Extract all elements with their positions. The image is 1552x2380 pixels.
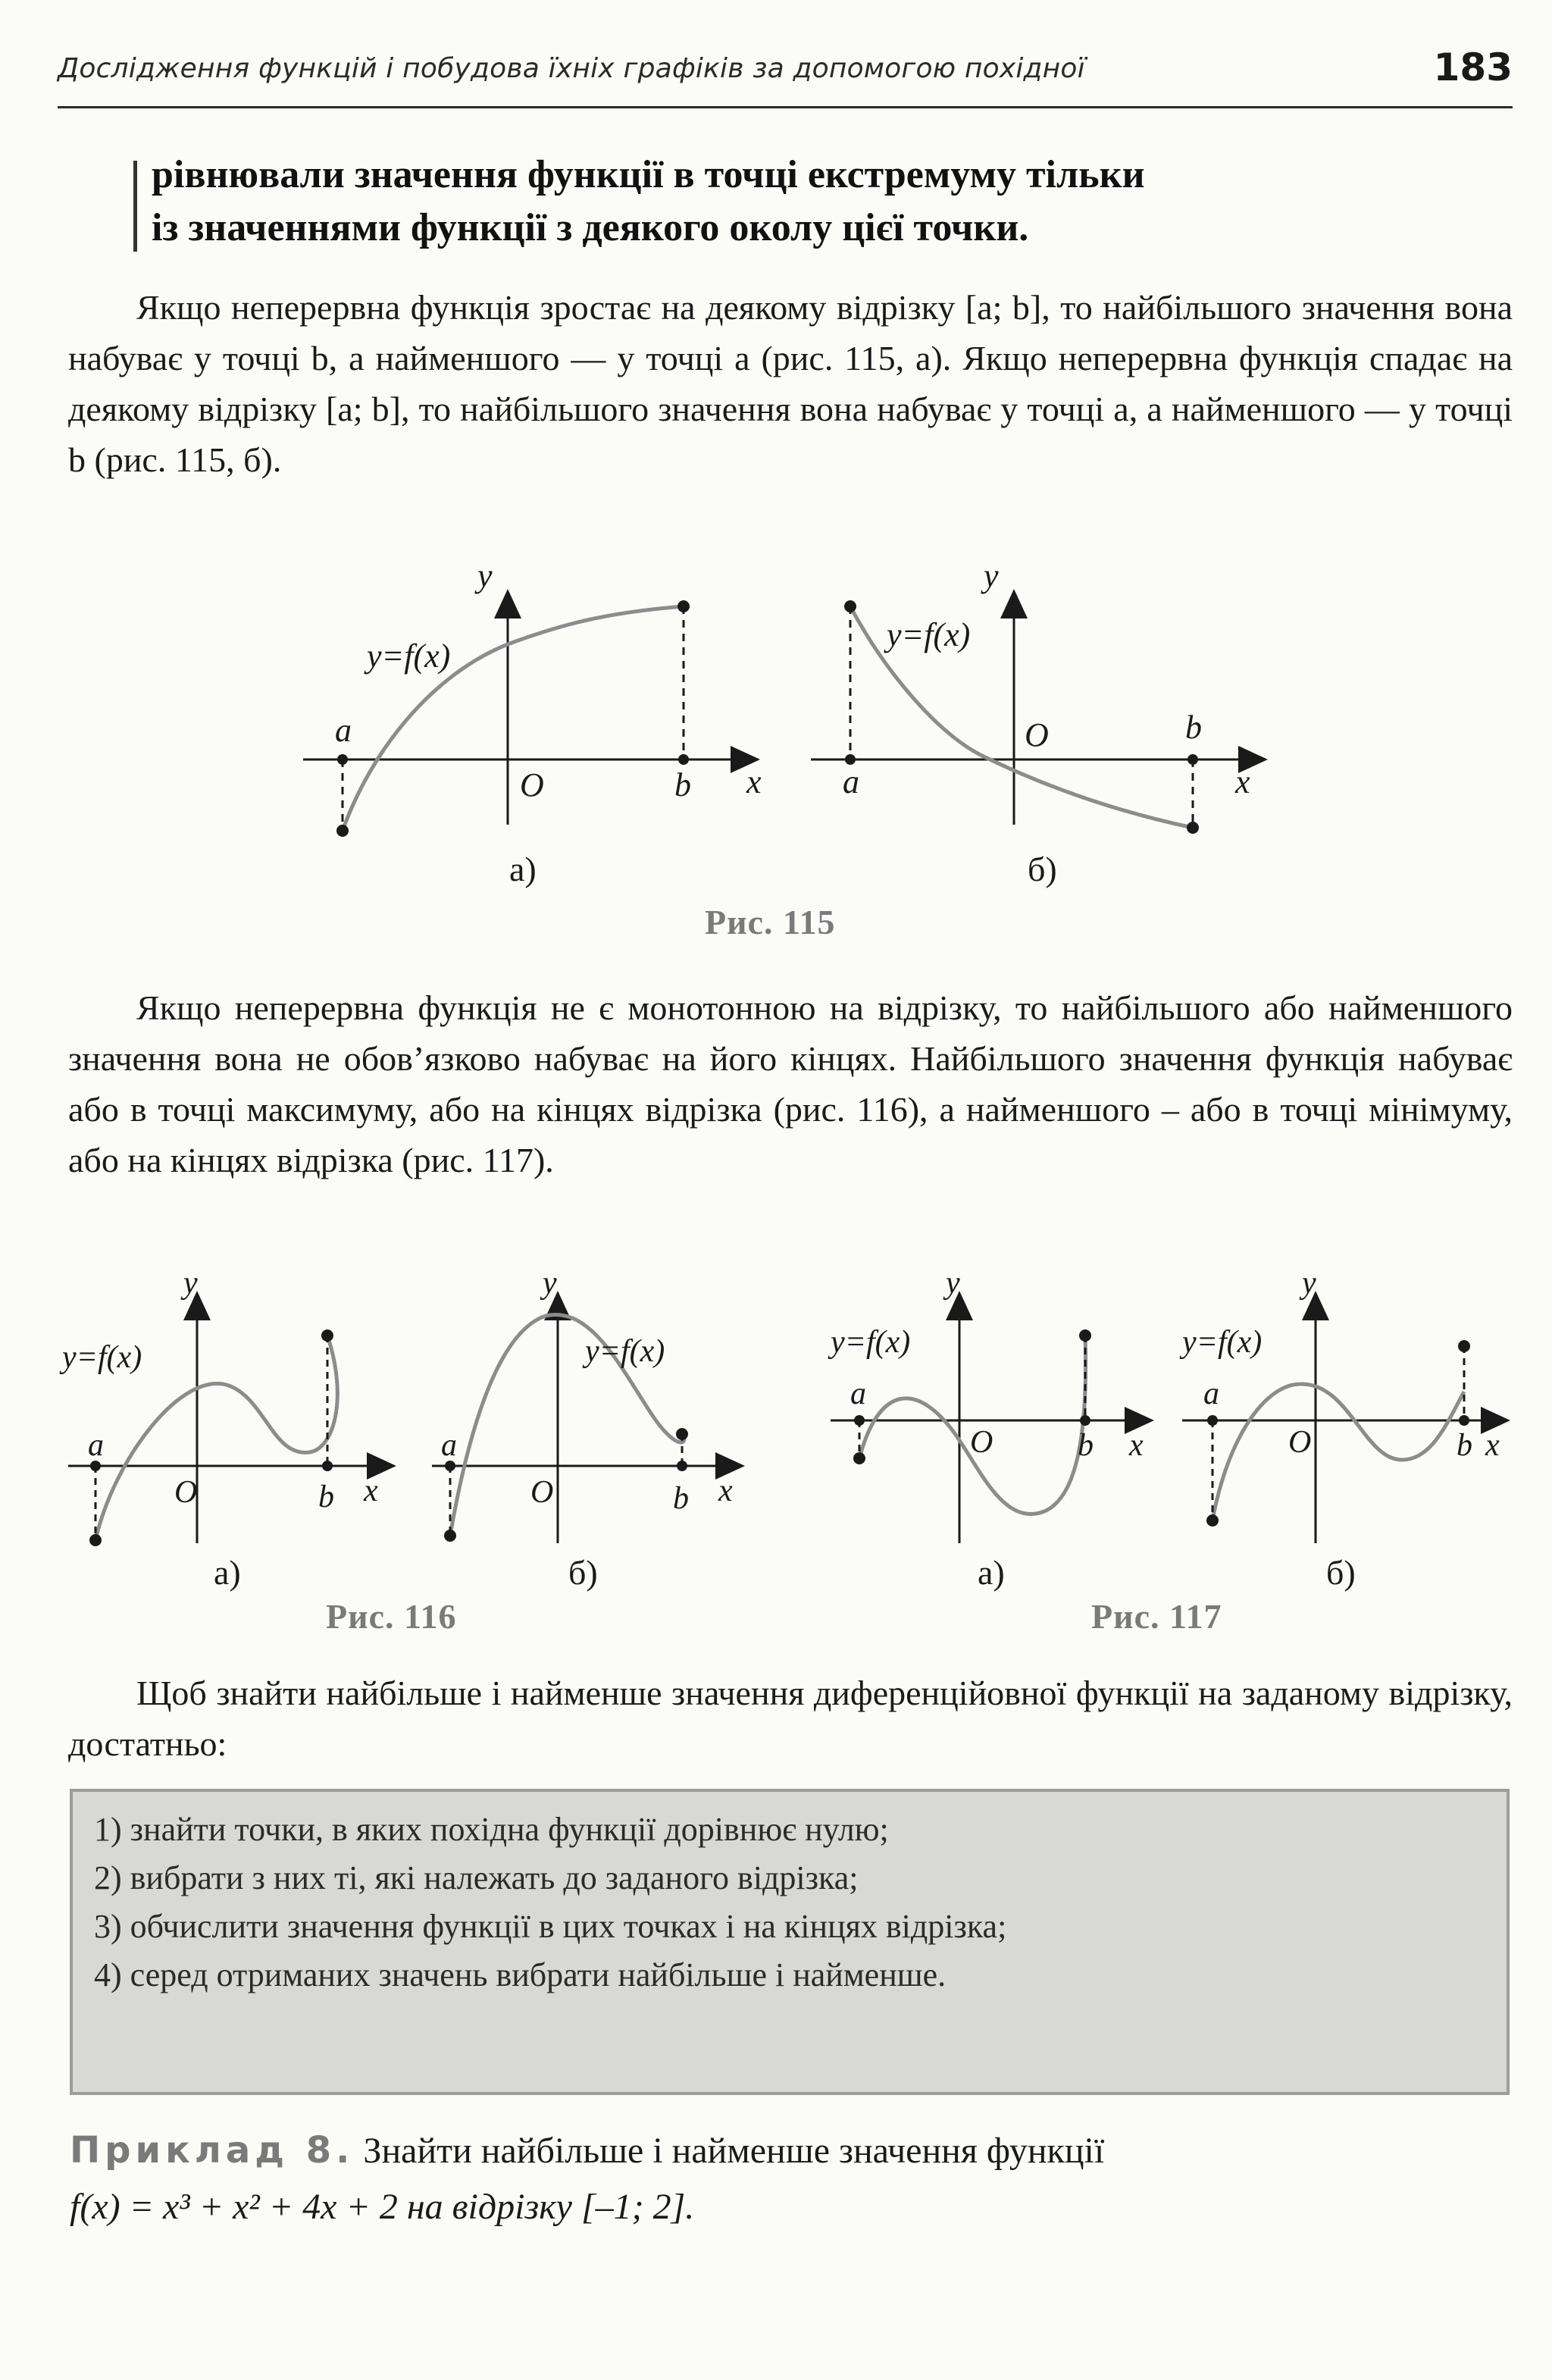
paragraph-monotone	[68, 282, 1513, 485]
label-b: b	[318, 1480, 334, 1514]
steps-box	[70, 1789, 1510, 2095]
point-a	[1207, 1415, 1218, 1426]
label-b: b	[1457, 1428, 1472, 1463]
fig117-sub-a: а)	[978, 1553, 1005, 1592]
page-number: 183	[1433, 45, 1513, 89]
label-a: a	[843, 763, 859, 800]
fig117-caption: Рис. 117	[1091, 1597, 1222, 1636]
label-a: a	[335, 712, 352, 749]
label-x: x	[718, 1473, 733, 1508]
point-b	[322, 1461, 333, 1471]
label-func: y=f(x)	[585, 1334, 665, 1369]
example-text: Знайти найбільше і найменше значення функції	[363, 2131, 1105, 2171]
endpoint-a	[336, 825, 349, 837]
paragraph-text: Якщо неперервна функція не є монотонною на відрізку, то найбільшого або найменшого значення вона не обов’язково набуває на його кінцях. Найбільшого значення функція набуває або в точці максимуму, або на кінцях відрізка (рис. 116), а найменшого – або в точці мінімуму, або на кінцях відрізка (рис. 117).	[68, 988, 1513, 1179]
page-header	[58, 45, 1513, 108]
fig115-caption: Рис. 115	[705, 903, 836, 941]
example-8	[70, 2122, 1514, 2235]
label-x: x	[1235, 763, 1250, 800]
endpoint-b	[321, 1329, 333, 1342]
paragraph-procedure-intro	[68, 1668, 1513, 1769]
label-o: O	[1025, 716, 1049, 753]
fig116b	[432, 1266, 743, 1543]
endpoint-a	[444, 1530, 456, 1542]
point-b	[1080, 1415, 1090, 1426]
label-b: b	[1078, 1428, 1094, 1463]
figures-116-117	[45, 1266, 1516, 1577]
fig116a	[59, 1266, 394, 1546]
point-a	[337, 754, 348, 765]
figure-115-svg	[288, 557, 1303, 894]
paragraph-nonmonotone	[68, 982, 1513, 1185]
label-o: O	[1288, 1425, 1312, 1460]
label-b: b	[673, 1481, 689, 1516]
label-a: a	[1203, 1376, 1219, 1411]
running-title: Дослідження функцій і побудова їхніх графіків за допомогою похідної	[58, 53, 1085, 84]
curve	[1212, 1384, 1464, 1520]
label-func: y=f(x)	[887, 616, 971, 653]
label-x: x	[1129, 1428, 1144, 1463]
label-o: O	[530, 1475, 554, 1510]
bold-line-1: рівнювали значення функції в точці екстремуму тільки	[152, 153, 1145, 196]
example-label: Приклад 8.	[70, 2129, 355, 2172]
margin-bar	[133, 161, 137, 252]
fig116-sub-b: б)	[568, 1553, 598, 1592]
endpoint-a	[844, 600, 856, 612]
point-b	[677, 1461, 687, 1471]
label-a: a	[88, 1428, 104, 1463]
bold-definition-block	[152, 149, 1516, 255]
step-4: 4) серед отриманих значень вибрати найбільше і найменше.	[94, 1956, 947, 1993]
endpoint-b	[1187, 822, 1199, 834]
example-formula: f(x) = x³ + x² + 4x + 2 на відрізку [–1; 2].	[70, 2187, 695, 2227]
label-y: y	[946, 1266, 960, 1301]
step-3: 3) обчислити значення функції в цих точках і на кінцях відрізка;	[94, 1908, 1007, 1945]
endpoint-b	[1079, 1329, 1091, 1342]
endpoint-a	[853, 1452, 865, 1464]
label-func: y=f(x)	[831, 1325, 911, 1360]
label-func: y=f(x)	[367, 637, 451, 675]
endpoint-b	[677, 600, 690, 612]
label-y: y	[543, 1266, 557, 1301]
label-func: y=f(x)	[62, 1340, 142, 1375]
label-o: O	[970, 1425, 993, 1460]
figures-116-117-svg	[45, 1266, 1516, 1574]
label-a: a	[441, 1428, 457, 1463]
point-b	[1187, 754, 1198, 765]
fig115a	[303, 557, 762, 837]
point-b	[678, 754, 689, 765]
label-x: x	[746, 763, 762, 800]
fig116-sub-a: а)	[214, 1553, 241, 1592]
paragraph-text: Якщо неперервна функція зростає на деякому відрізку [a; b], то найбільшого значення вона набуває у точці b, а найменшого — у точці a (рис. 115, а). Якщо неперервна функція спадає на деякому відрізку [a; b], то найбільшого значення вона набуває у точці a, а найменшого — у точці b (рис. 115, б).	[68, 288, 1513, 479]
label-y: y	[477, 557, 493, 594]
step-1: 1) знайти точки, в яких похідна функції дорівнює нулю;	[94, 1811, 889, 1848]
label-y: y	[984, 557, 999, 594]
fig116-caption: Рис. 116	[326, 1597, 457, 1636]
label-a: a	[850, 1376, 866, 1411]
point-b	[1459, 1415, 1469, 1426]
bold-line-2: із значеннями функції з деякого околу цієї точки.	[152, 206, 1029, 249]
point-a	[854, 1415, 865, 1426]
label-o: O	[174, 1475, 198, 1510]
label-o: O	[520, 766, 544, 803]
fig117b	[1179, 1266, 1508, 1543]
fig117-sub-b: б)	[1326, 1553, 1356, 1592]
label-b: b	[674, 766, 691, 803]
fig115b	[811, 557, 1266, 834]
paragraph-text: Щоб знайти найбільше і найменше значення диференційовної функції на заданому відрізку, достатньо:	[68, 1674, 1513, 1763]
label-x: x	[364, 1473, 378, 1508]
endpoint-a	[1206, 1514, 1219, 1527]
endpoint-b	[676, 1428, 688, 1440]
label-b: b	[1185, 709, 1202, 746]
label-y: y	[183, 1266, 198, 1301]
label-y: y	[1302, 1266, 1316, 1301]
fig117a	[828, 1266, 1152, 1543]
figure-115	[288, 557, 1303, 898]
step-2: 2) вибрати з них ті, які належать до заданого відрізка;	[94, 1859, 859, 1896]
endpoint-b	[1458, 1340, 1470, 1352]
fig115-sub-a: а)	[509, 850, 537, 888]
label-func: y=f(x)	[1182, 1325, 1263, 1360]
label-x: x	[1485, 1428, 1500, 1463]
endpoint-a	[89, 1534, 102, 1546]
fig115-sub-b: б)	[1028, 850, 1057, 888]
